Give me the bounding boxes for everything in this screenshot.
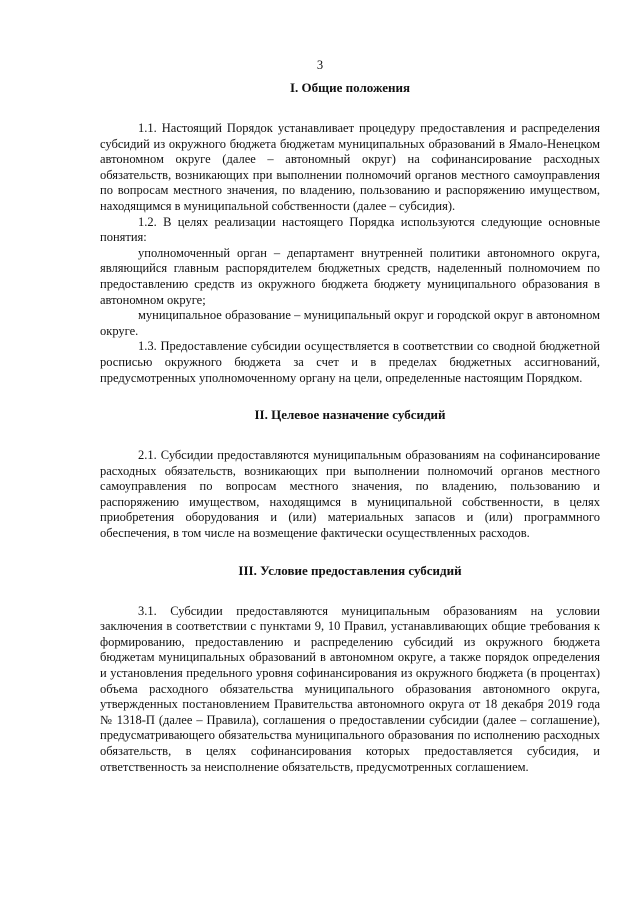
paragraph-3-1: 3.1. Субсидии предоставляются муниципальным образованиям на условии заключения в соответствии с пунктами 9, 10 Правил, устанавливающих общие требования к формированию, предоставлению и распределению субсидий из окружного бюджета бюджетам муниципальных образований в автономном округе, а также порядок определения и установления предельного уровня софинансирования из окружного бюджета (в процентах) объема расходного обязательства муниципального образования автономного округа, утвержденных постановлением Правительства автономного округа от 18 декабря 2019 года № 1318-П (далее – Правила), соглашения о предоставлении субсидии (далее – соглашение), предусматривающего обязательства муниципального образования по исполнению расходных обязательств, в целях софинансирования которых предоставляется субсидия, и ответственность за неисполнение обязательств, предусмотренных соглашением. [100,603,600,774]
paragraph-2-1: 2.1. Субсидии предоставляются муниципальным образованиям на софинансирование расходных обязательств, возникающих при выполнении полномочий органов местного самоуправления по вопросам местного значения, по владению, пользованию и распоряжению имуществом, находящимся в муниципальной собственности, в целях приобретения оборудования и (или) материальных запасов и (или) программного обеспечения, в том числе на возмещение фактически осуществленных расходов. [100,448,600,541]
section-1-title: I. Общие положения [290,80,410,95]
definition-authorized-body: уполномоченный орган – департамент внутренней политики автономного округа, являющийся главным распорядителем бюджетных средств, наделенный полномочием по предоставлению средств из окружного бюджета бюджету муниципального образования в автономном округе; [100,245,600,307]
page-number: 3 [316,58,324,72]
paragraph-1-2: 1.2. В целях реализации настоящего Порядка используются следующие основные понятия: [100,214,600,245]
section-3-title: III. Условие предоставления субсидий [238,562,462,578]
definition-municipality: муниципальное образование – муниципальный округ и городской округ в автономном округе. [100,308,600,338]
section-2-title: II. Целевое назначение субсидий [254,407,446,423]
paragraph-1-3: 1.3. Предоставление субсидии осуществляется в соответствии со сводной бюджетной росписью окружного бюджета за счет и в пределах бюджетных ассигнований, предусмотренных уполномоченному органу на цели, определенные настоящим Порядком. [100,339,600,385]
paragraph-1-1: 1.1. Настоящий Порядок устанавливает процедуру предоставления и распределения субсидий из окружного бюджета бюджетам муниципальных образований в Ямало-Ненецком автономном округе (далее – автономный округ) на софинансирование расходных обязательств, возникающих при выполнении полномочий органов местного самоуправления по вопросам местного значения, по владению, пользованию и распоряжению имуществом, находящимся в муниципальной собственности (далее – субсидия). [100,121,600,213]
